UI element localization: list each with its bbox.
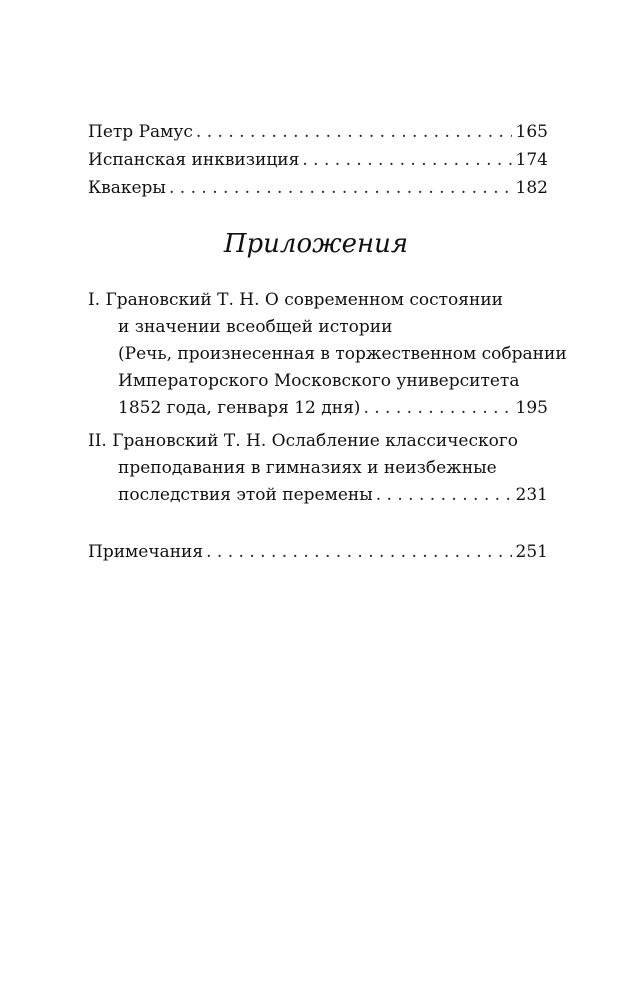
toc-entry-title: Петр Рамус bbox=[88, 122, 193, 142]
dot-leader bbox=[169, 174, 512, 202]
appendix-line: последствия этой перемены bbox=[118, 485, 373, 505]
toc-entry-page: 174 bbox=[515, 150, 548, 170]
dot-leader bbox=[376, 482, 512, 509]
appendix-line: Императорского Московского университета bbox=[118, 371, 520, 391]
appendix-line: (Речь, произнесенная в торжественном собрании bbox=[118, 344, 567, 364]
appendix-line: 1852 года, генваря 12 дня) bbox=[118, 398, 361, 418]
dot-leader bbox=[196, 118, 512, 146]
toc-list bbox=[88, 118, 548, 202]
appendix-number: II. bbox=[88, 431, 107, 451]
toc-entry[interactable] bbox=[88, 146, 548, 174]
notes-list bbox=[88, 538, 548, 566]
dot-leader bbox=[302, 146, 511, 174]
dot-leader bbox=[206, 538, 511, 566]
toc-entry-page: 182 bbox=[515, 178, 548, 198]
appendix-line: Грановский Т. Н. О современном состоянии bbox=[105, 290, 503, 310]
appendix-page: 231 bbox=[515, 485, 548, 505]
toc-entry-title: Квакеры bbox=[88, 178, 166, 198]
appendix-number: I. bbox=[88, 290, 101, 310]
appendix-line: преподавания в гимназиях и неизбежные bbox=[118, 458, 497, 478]
toc-entry[interactable] bbox=[88, 174, 548, 202]
toc-entry-page: 165 bbox=[515, 122, 548, 142]
appendix-line: и значении всеобщей истории bbox=[118, 317, 393, 337]
toc-entry-page: 251 bbox=[515, 542, 548, 562]
appendix-entry-1[interactable] bbox=[88, 287, 567, 422]
toc-entry[interactable] bbox=[88, 118, 548, 146]
appendix-page: 195 bbox=[515, 398, 548, 418]
appendix-heading: Приложения bbox=[223, 229, 409, 259]
appendix-line: Грановский Т. Н. Ослабление классического bbox=[112, 431, 519, 451]
appendix-entry-2[interactable] bbox=[88, 428, 548, 509]
toc-entry-notes[interactable] bbox=[88, 538, 548, 566]
toc-entry-title: Испанская инквизиция bbox=[88, 150, 300, 170]
toc-entry-title: Примечания bbox=[88, 542, 204, 562]
dot-leader bbox=[363, 395, 511, 422]
